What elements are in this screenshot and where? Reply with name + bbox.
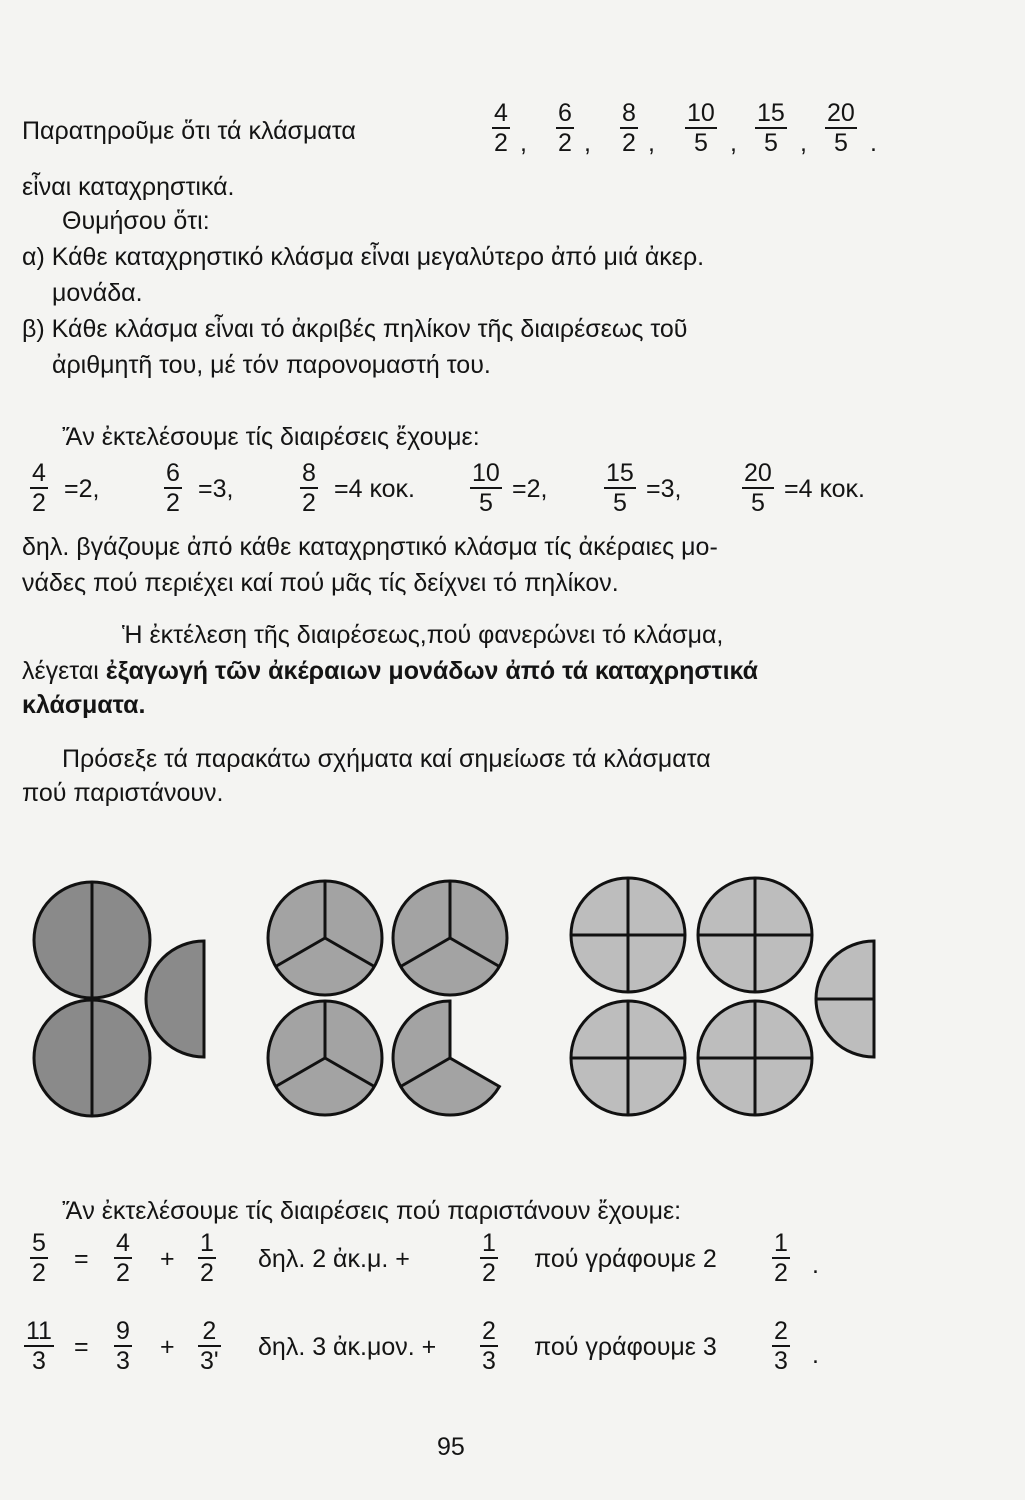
thirds-group	[268, 881, 507, 1115]
eq1-plus: +	[160, 1245, 175, 1273]
intro-lead: Παρατηροῦμε ὅτι τά κλάσματα	[22, 117, 356, 145]
intro-fraction: 6 2	[558, 99, 572, 157]
intro-fraction: 4 2	[494, 99, 508, 157]
eq2-fraction: 2 3'	[200, 1317, 219, 1375]
division-result: =2,	[512, 475, 548, 503]
eq2-text1: δηλ. 3 ἀκ.μον. +	[258, 1333, 437, 1361]
period: .	[870, 129, 877, 157]
comma: ,	[584, 129, 591, 157]
remember-a-line2: μονάδα.	[52, 279, 143, 307]
division-result: =3,	[646, 475, 682, 503]
two-thirds-sector	[393, 1001, 499, 1115]
eq2-end: .	[812, 1341, 819, 1369]
divisions-intro: Ἄν ἐκτελέσουμε τίς διαιρέσεις ἔχουμε:	[62, 423, 480, 451]
eq1-fraction: 1 2	[200, 1229, 214, 1287]
eq2-plus: +	[160, 1333, 175, 1361]
intro-fraction: 20 5	[827, 99, 855, 157]
division-fraction: 20 5	[744, 459, 772, 517]
comma: ,	[520, 129, 527, 157]
remember-b-line2: ἀριθμητῆ του, μέ τόν παρονομαστή του.	[52, 351, 491, 379]
intro-fraction: 10 5	[687, 99, 715, 157]
divisions-explain-line2: νάδες πού περιέχει καί πού μᾶς τίς δείχνει τό πηλίκον.	[22, 569, 619, 597]
comma: ,	[800, 129, 807, 157]
conclusion-intro: Ἄν ἐκτελέσουμε τίς διαιρέσεις πού παριστάνουν ἔχουμε:	[62, 1197, 682, 1225]
division-result: =3,	[198, 475, 234, 503]
division-result: =4 κοκ.	[334, 475, 415, 503]
eq1-equals: =	[74, 1245, 89, 1273]
intro-fraction: 15 5	[757, 99, 785, 157]
exercise-line1: Πρόσεξε τά παρακάτω σχήματα καί σημείωσε τά κλάσματα	[62, 745, 711, 773]
eq1-text1: δηλ. 2 ἀκ.μ. +	[258, 1245, 410, 1273]
definition-line2: λέγεται ἐξαγωγή τῶν ἀκέραιων μονάδων ἀπό τά καταχρηστικά	[22, 657, 759, 685]
division-fraction: 15 5	[606, 459, 634, 517]
division-fraction: 6 2	[166, 459, 180, 517]
remember-a-line1: α) Κάθε καταχρηστικό κλάσμα εἶναι μεγαλύτερο ἀπό μιά ἀκερ.	[22, 243, 705, 271]
remember-b-line1: β) Κάθε κλάσμα εἶναι τό ἀκριβές πηλίκον τῆς διαιρέσεως τοῦ	[22, 315, 688, 343]
intro-tail: εἶναι καταχρηστικά.	[22, 173, 235, 201]
eq2-fraction: 2 3	[774, 1317, 788, 1375]
exercise-line2: πού παριστάνουν.	[22, 779, 224, 807]
halves-group	[34, 882, 204, 1116]
page-number: 95	[437, 1433, 465, 1461]
quarters-group	[571, 878, 874, 1115]
definition-line3: κλάσματα.	[22, 691, 146, 719]
division-fraction: 10 5	[472, 459, 500, 517]
divisions-explain-line1: δηλ. βγάζουμε ἀπό κάθε καταχρηστικό κλάσμα τίς ἀκέραιες μο-	[22, 533, 718, 561]
division-result: =4 κοκ.	[784, 475, 865, 503]
eq1-text2: πού γράφουμε 2	[534, 1245, 717, 1273]
eq1-fraction: 1 2	[482, 1229, 496, 1287]
eq2-fraction: 2 3	[482, 1317, 496, 1375]
comma: ,	[730, 129, 737, 157]
eq1-end: .	[812, 1251, 819, 1279]
comma: ,	[648, 129, 655, 157]
remember-title: Θυμήσου ὅτι:	[62, 207, 210, 235]
eq1-fraction: 4 2	[116, 1229, 130, 1287]
half-circle	[146, 941, 204, 1057]
division-fraction: 8 2	[302, 459, 316, 517]
eq2-text2: πού γράφουμε 3	[534, 1333, 717, 1361]
eq2-fraction: 9 3	[116, 1317, 130, 1375]
eq2-fraction: 11 3	[26, 1317, 52, 1375]
definition-line1: Ἡ ἐκτέλεση τῆς διαιρέσεως,πού φανερώνει τό κλάσμα,	[122, 621, 724, 649]
eq1-fraction: 1 2	[774, 1229, 788, 1287]
eq1-fraction: 5 2	[32, 1229, 46, 1287]
division-result: =2,	[64, 475, 100, 503]
intro-fraction: 8 2	[622, 99, 636, 157]
eq2-equals: =	[74, 1333, 89, 1361]
division-fraction: 4 2	[32, 459, 46, 517]
